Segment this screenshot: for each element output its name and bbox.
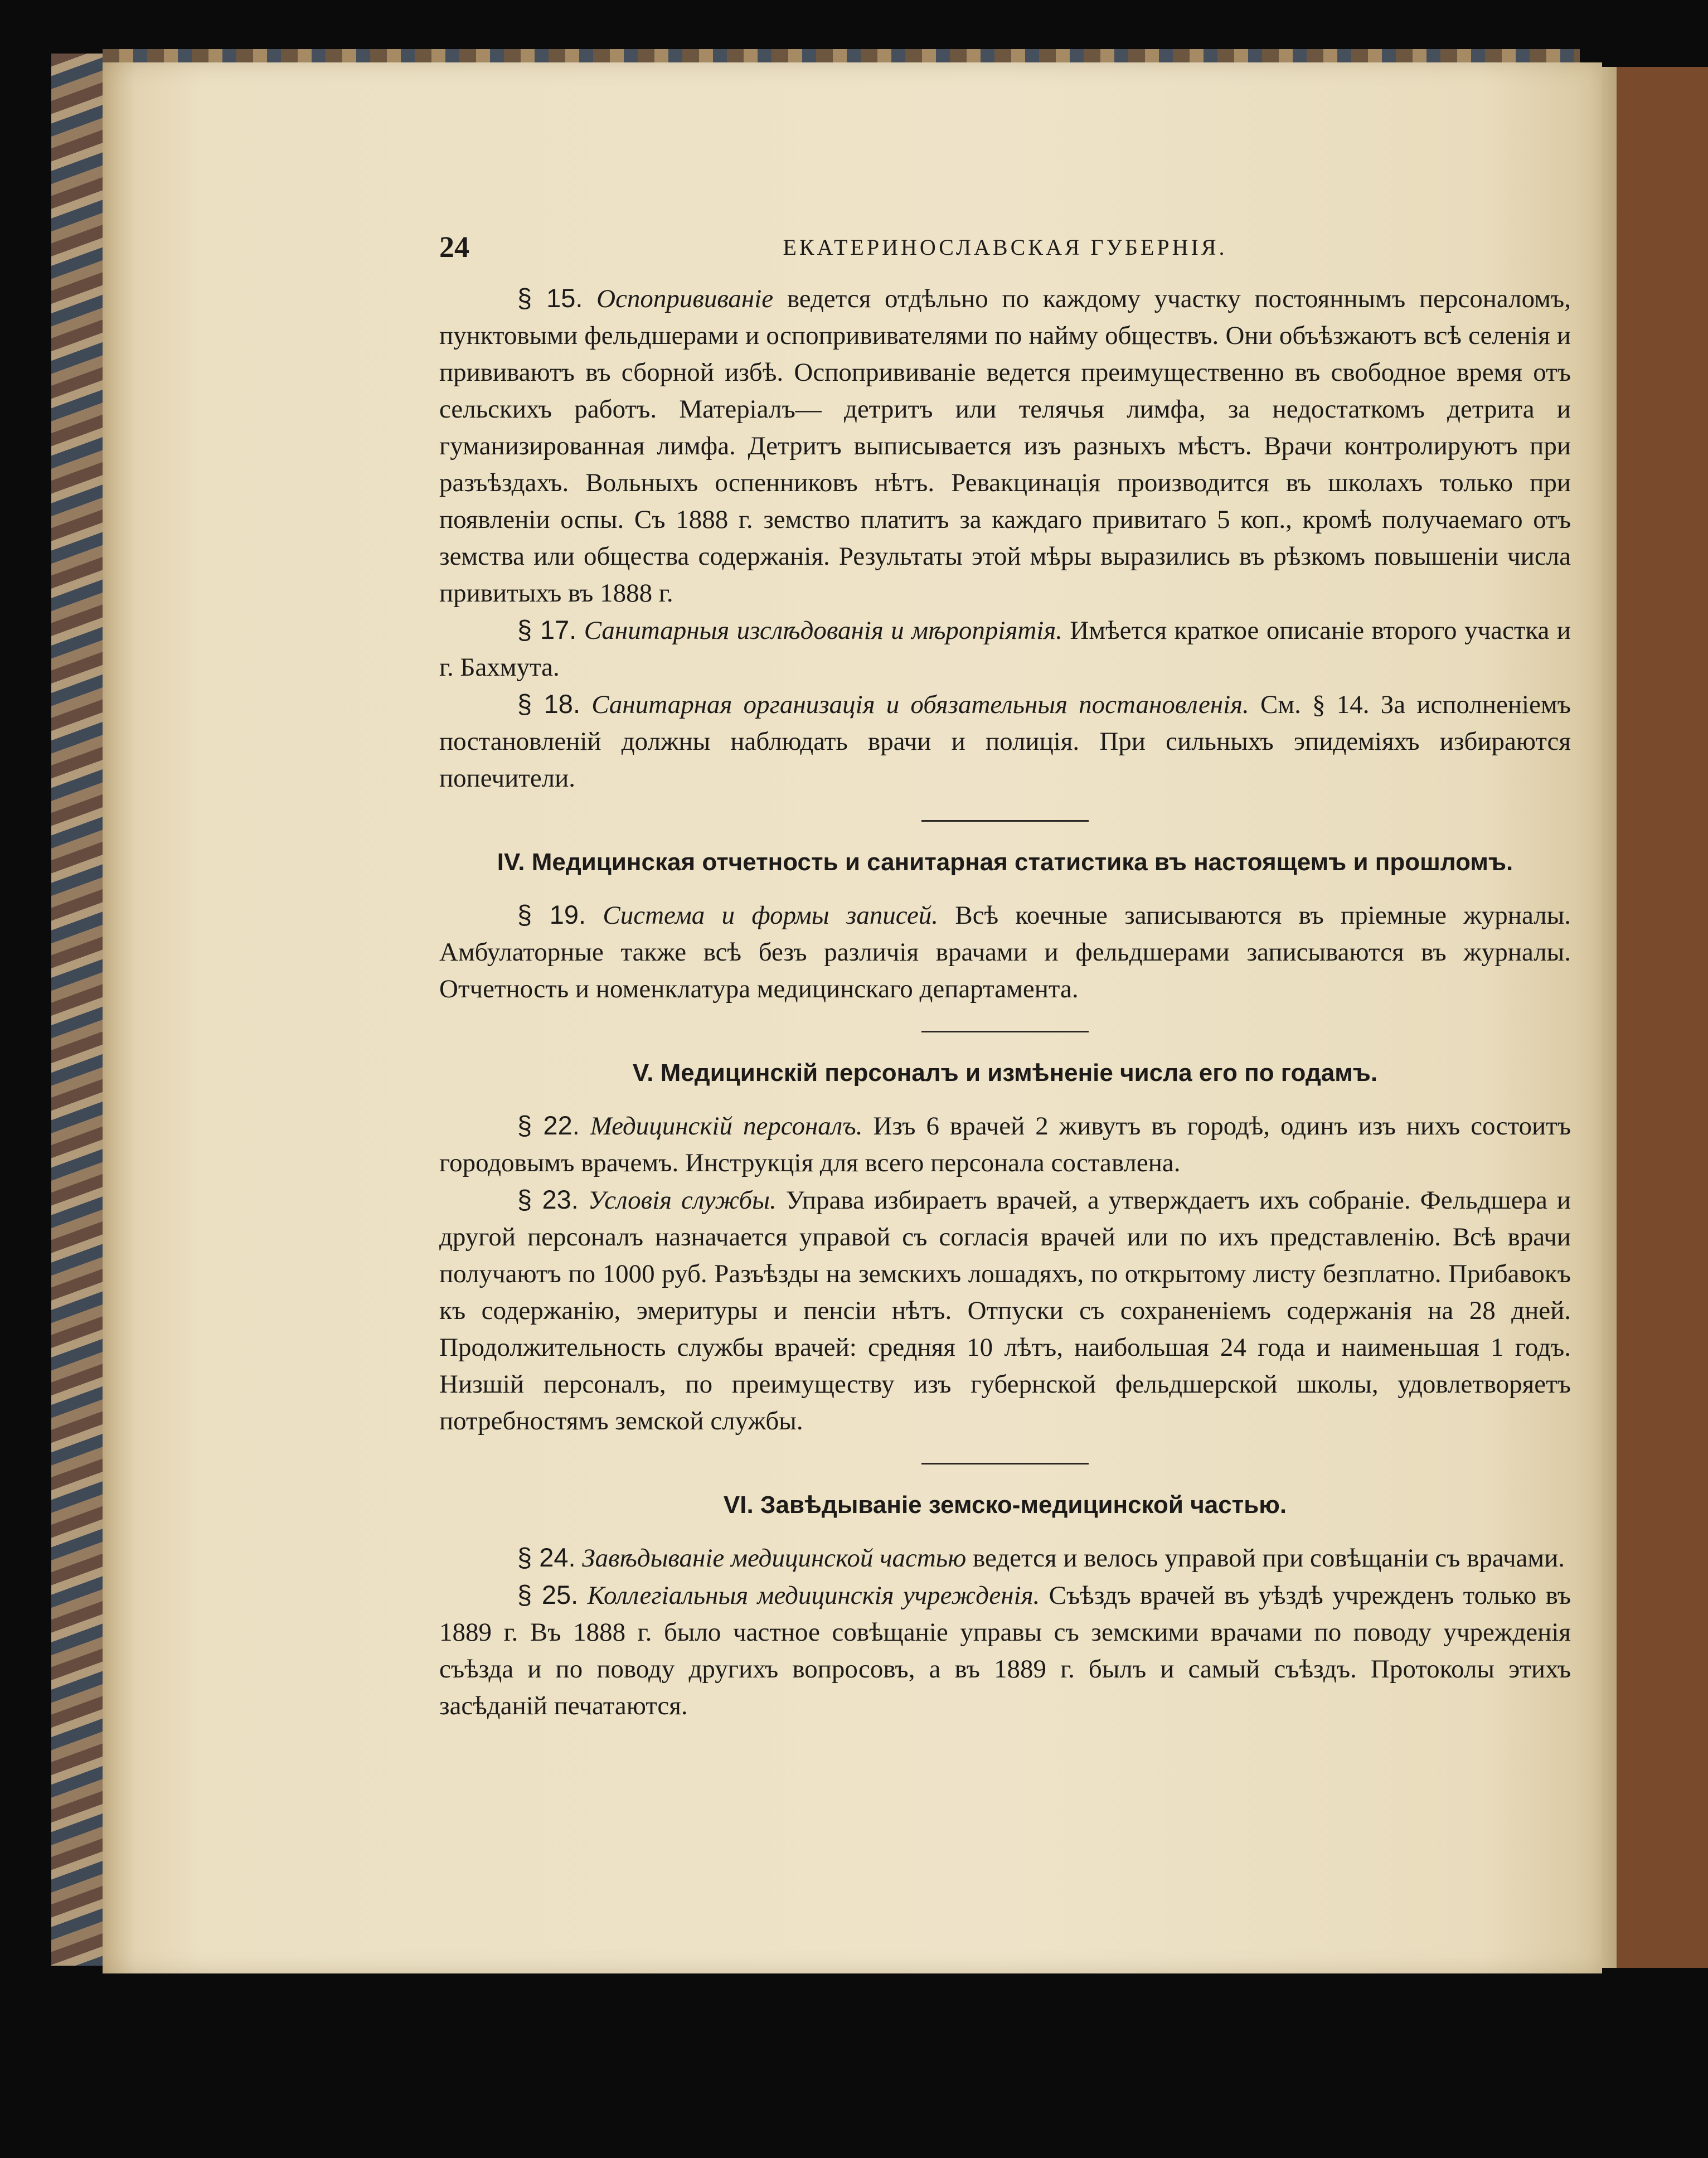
section-heading: Оспопрививаніе	[596, 284, 774, 313]
section-body: ведется и велось управой при совѣщаніи съ врачами.	[973, 1544, 1565, 1573]
section-heading: Коллегіальныя медицинскія учрежденія.	[587, 1581, 1040, 1610]
section-body: Съѣздъ врачей въ уѣздѣ учрежденъ только въ 1889 г. Въ 1888 г. было частное совѣщаніе управы съ земскими врачами по поводу учрежденія съѣзда и по поводу другихъ вопросовъ, а въ 1889 г. былъ и самый съѣздъ. Протоколы этихъ засѣданій печатаются.	[439, 1581, 1571, 1720]
section-heading: Система и формы записей.	[603, 901, 939, 930]
section-number: § 18.	[517, 689, 580, 719]
section-divider	[921, 820, 1089, 822]
chapter-v-title: V. Медицинскій персоналъ и измѣненіе числа его по годамъ.	[632, 1059, 1378, 1087]
book-page	[103, 62, 1602, 1973]
section-heading: Санитарная организація и обязательныя постановленія.	[591, 690, 1249, 719]
paragraph-17	[439, 612, 1571, 686]
section-body: Управа избираетъ врачей, а утверждаетъ ихъ собраніе. Фельдшера и другой персоналъ назначается управой съ согласія врачей или по ихъ представленію. Всѣ врачи получаютъ по 1000 руб. Разъѣзды на земскихъ лошадяхъ, по открытому листу безплатно. Прибавокъ къ содержанію, эмеритуры и пенсіи нѣтъ. Отпуски съ сохраненіемъ содержанія на 28 дней. Продолжительность службы врачей: средняя 10 лѣтъ, наибольшая 24 года и наименьшая 1 годъ. Низшій персоналъ, по преимуществу изъ губернской фельдшерской школы, удовлетворяетъ потребностямъ земской службы.	[439, 1186, 1571, 1436]
section-heading: Медицинскій персоналъ.	[590, 1112, 863, 1141]
section-number: § 23.	[517, 1185, 579, 1214]
section-heading: Завѣдываніе медицинской частью	[582, 1544, 967, 1573]
paragraph-18	[439, 686, 1571, 797]
section-number: § 19.	[517, 900, 586, 929]
running-title: ЕКАТЕРИНОСЛАВСКАЯ ГУБЕРНІЯ.	[783, 235, 1227, 260]
section-body: Изъ 6 врачей 2 живутъ въ городѣ, одинъ изъ нихъ состоитъ городовымъ врачемъ. Инструкція для всего персонала составлена.	[439, 1112, 1571, 1177]
section-body: Имѣется краткое описаніе второго участка и г. Бахмута.	[439, 616, 1571, 682]
section-number: § 15.	[517, 283, 583, 313]
paragraph-19	[439, 896, 1571, 1007]
section-number: § 24.	[517, 1543, 576, 1572]
section-divider	[921, 1463, 1089, 1464]
page-header	[439, 230, 1571, 280]
text-block	[439, 230, 1571, 1724]
section-number: § 22.	[517, 1110, 580, 1140]
section-number: § 25.	[517, 1580, 579, 1609]
paragraph-23	[439, 1181, 1571, 1439]
marbled-board-left	[51, 54, 103, 1966]
section-body: Всѣ коечные записываются въ пріемные журналы. Амбулаторные также всѣ безъ различія врачами и фельдшерами записываются въ журналы. Отчетность и номенклатура медицинскаго департамента.	[439, 901, 1571, 1003]
section-heading: Санитарныя изслѣдованія и мѣропріятія.	[584, 616, 1062, 645]
paragraph-22	[439, 1107, 1571, 1181]
paragraph-24	[439, 1539, 1571, 1577]
section-body: См. § 14. За исполненіемъ постановленій должны наблюдать врачи и полиція. При сильныхъ эпидеміяхъ избираются попечители.	[439, 690, 1571, 793]
paragraph-15	[439, 280, 1571, 612]
section-number: § 17.	[517, 615, 577, 644]
page-number: 24	[439, 230, 469, 264]
chapter-vi-title: VI. Завѣдываніе земско-медицинской частью.	[723, 1491, 1287, 1519]
section-heading: Условія службы.	[588, 1186, 777, 1215]
section-divider	[921, 1031, 1089, 1032]
chapter-iv-title: IV. Медицинская отчетность и санитарная статистика въ настоящемъ и прошломъ.	[497, 848, 1513, 876]
paragraph-25	[439, 1577, 1571, 1724]
book-cover-right	[1611, 67, 1708, 1968]
section-body: ведется отдѣльно по каждому участку постояннымъ персоналомъ, пунктовыми фельдшерами и оспопрививателями по найму обществъ. Они объѣзжаютъ всѣ селенія и прививаютъ въ сборной избѣ. Оспопрививаніе ведется преимущественно въ свободное время отъ сельскихъ работъ. Матеріалъ— детритъ или телячья лимфа, за недостаткомъ детрита и гуманизированная лимфа. Детритъ выписывается изъ разныхъ мѣстъ. Врачи контролируютъ при разъѣздахъ. Вольныхъ оспенниковъ нѣтъ. Ревакцинація производится въ школахъ только при появленіи оспы. Съ 1888 г. земство платитъ за каждаго привитаго 5 коп., кромѣ получаемаго отъ земства или общества содержанія. Результаты этой мѣры выразились въ рѣзкомъ повышеніи числа привитыхъ въ 1888 г.	[439, 284, 1571, 608]
